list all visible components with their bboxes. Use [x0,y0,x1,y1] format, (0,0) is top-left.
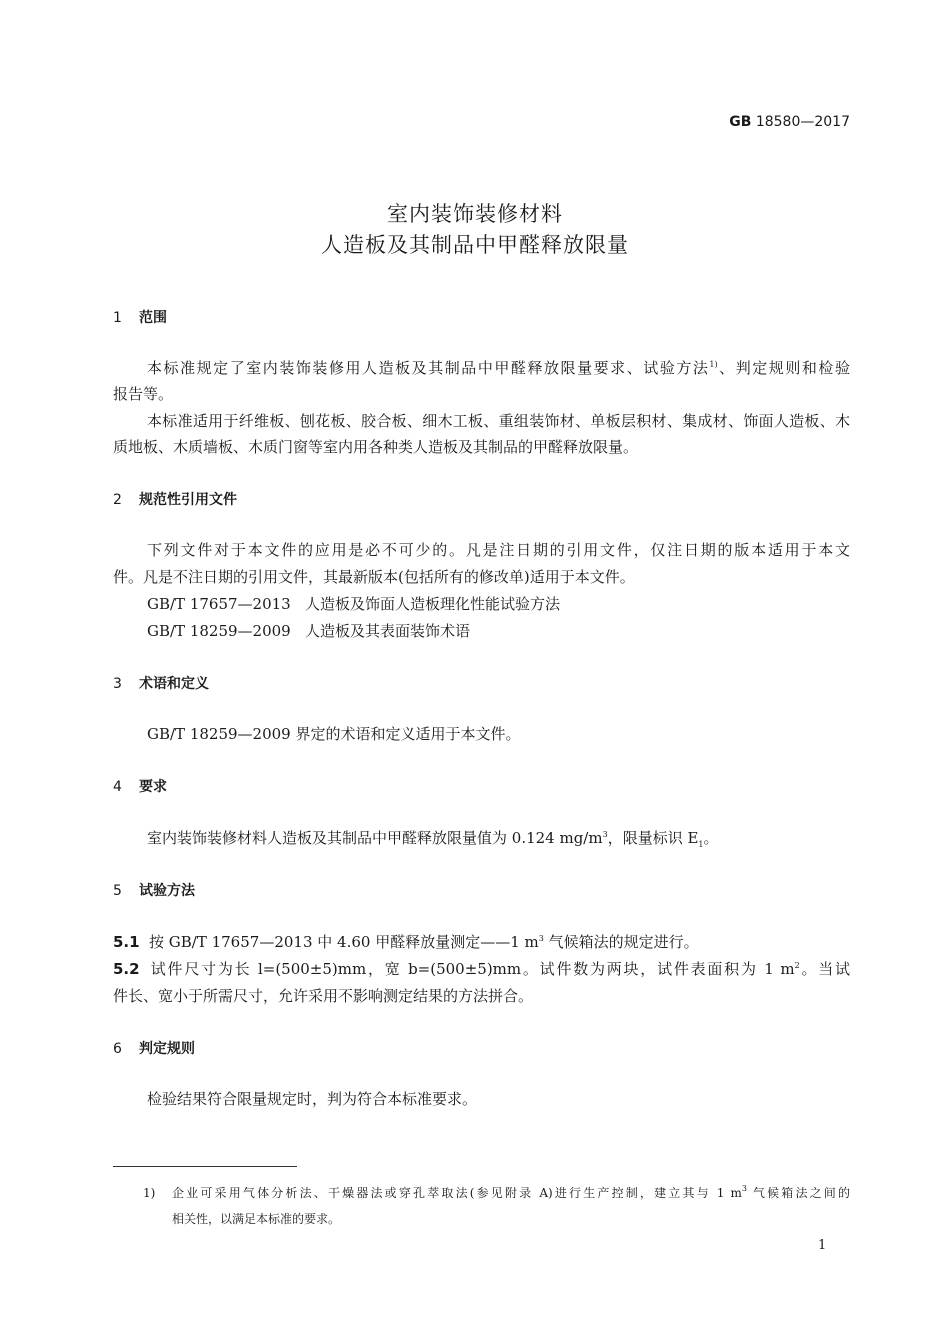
section-2-heading: 2 规范性引用文件 [113,492,237,508]
title-line-2: 人造板及其制品中甲醛释放限量 [321,233,629,257]
footnote-text: 企业可采用气体分析法、干燥器法或穿孔萃取法(参见附录 A)进行生产控制，建立其与 1 $m^3$ 气候箱法之间的 [172,1184,850,1200]
footnote-text: 相关性，以满足本标准的要求。 [172,1212,341,1226]
section-6-heading: 6 判定规则 [113,1041,195,1057]
paragraph-line: 件。凡是不注日期的引用文件，其最新版本(包括所有的修改单)适用于本文件。 [113,568,635,586]
standard-code: GB 18580—2017 [729,114,850,130]
paragraph-line: 本标准规定了室内装饰装修用人造板及其制品中甲醛释放限量要求、试验方法$^{1)}$、判定规则和检验 [147,359,850,377]
section-3-heading: 3 术语和定义 [113,676,209,692]
section-4-heading: 4 要求 [113,779,167,795]
footnote-divider [113,1166,297,1167]
paragraph-line: GB/T 18259—2009 界定的术语和定义适用于本文件。 [147,725,521,743]
paragraph-line: 报告等。 [113,385,174,403]
paragraph-line: 检验结果符合限量规定时，判为符合本标准要求。 [147,1090,478,1108]
paragraph-line: 室内装饰装修材料人造板及其制品中甲醛释放限量值为 0.124 $mg/m^3$，限量标识 $E_1$。 [147,829,719,849]
paragraph-line: 件长、宽小于所需尺寸，允许采用不影响测定结果的方法拼合。 [113,987,534,1005]
title-line-1: 室内装饰装修材料 [387,202,563,226]
paragraph-line: 下列文件对于本文件的应用是必不可少的。凡是注日期的引用文件，仅注日期的版本适用于本文 [147,541,850,559]
reference-item: GB/T 18259—2009 人造板及其表面装饰术语 [147,622,471,640]
paragraph-line: 质地板、木质墙板、木质门窗等室内用各种类人造板及其制品的甲醛释放限量。 [113,438,639,456]
footnote-mark: 1) [143,1186,156,1200]
page-number: 1 [818,1238,827,1253]
reference-item: GB/T 17657—2013 人造板及饰面人造板理化性能试验方法 [147,595,561,613]
paragraph-line: 本标准适用于纤维板、刨花板、胶合板、细木工板、重组装饰材、单板层积材、集成材、饰面人造板、木 [147,412,850,430]
clause-5-1: 5.1 按 GB/T 17657—2013 中 4.60 甲醛释放量测定——1 $m^3$ 气候箱法的规定进行。 [113,933,699,951]
section-5-heading: 5 试验方法 [113,883,195,899]
section-1-heading: 1 范围 [113,310,167,326]
clause-5-2: 5.2 试件尺寸为长 l=(500±5)mm，宽 b=(500±5)mm。试件数为两块，试件表面积为 1 $m^2$。当试 [113,960,850,978]
